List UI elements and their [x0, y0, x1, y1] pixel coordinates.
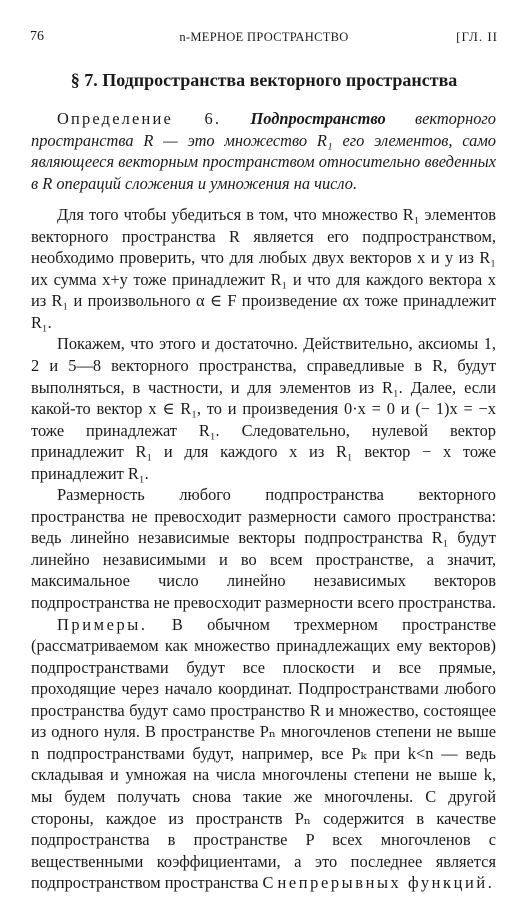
definition-paragraph: [31, 108, 496, 194]
definition-term: Подпространство: [250, 109, 386, 128]
definition-text: векторного пространства R — это множество R₁ его элементов, само являющееся векторным пространством относительно введенных в R операций сложения и умножения на число.: [31, 109, 496, 193]
running-head: [30, 27, 498, 47]
paragraph-dimension: Размерность любого подпространства векторного пространства не превосходит размерности самого пространства: ведь линейно независимые векторы подпространства R₁ будут линейно независимыми и во всем пространстве, а значит, максимальное число линейно независимых векторов подпространства не превосходит размерности всего пространства.: [31, 485, 496, 613]
paragraph-examples: [31, 614, 496, 894]
running-title: n-МЕРНОЕ ПРОСТРАНСТВО: [179, 30, 349, 44]
examples-ending: непрерывных функций.: [277, 873, 495, 893]
body-text: [31, 108, 496, 894]
chapter-label: [ГЛ. II: [456, 29, 498, 44]
paragraph-subspace-check: Для того чтобы убедиться в том, что множество R₁ элементов векторного пространства R является его подпространством, необходимо проверить, что для любых двух векторов x и y из R₁ их сумма x+y тоже принадлежит R₁ и что для каждого вектора x из R₁ и произвольного α ∈ F произведение αx тоже принадлежит R₁.: [31, 205, 496, 332]
page-number: 76: [30, 29, 44, 44]
section-heading: § 7. Подпространства векторного пространства: [70, 70, 458, 90]
definition-label: Определение 6.: [57, 109, 222, 128]
paragraph-sufficiency: Покажем, что этого и достаточно. Действительно, аксиомы 1, 2 и 5—8 векторного пространства, справедливые в R, будут выполняться, в частности, и для элементов из R₁. Далее, если какой-то вектор x ∈ R₁, то и произведения 0·x = 0 и (− 1)x = −x тоже принадлежат R₁. Следовательно, нулевой вектор принадлежит R₁ и для каждого x из R₁ вектор − x тоже принадлежит R₁.: [31, 334, 496, 483]
examples-label: Примеры.: [57, 614, 148, 634]
examples-text: В обычном трехмерном пространстве (рассматриваемом как множество принадлежащих ему векторов) подпространствами будут все плоскости и все прямые, проходящие через начало координат. Подпространствами любого пространства будут само пространство R и множество, состоящее из одного нуля. В пространстве Pₙ многочленов степени не выше n подпространствами будут, например, все Pₖ при k<n — ведь складывая и умножая на числа многочлены степени не выше k, мы будем получать снова такие же многочлены. С другой стороны, каждое из пространств Pₙ содержится в качестве подпространства в пространстве P всех многочленов с вещественными коэффициентами, а это последнее является подпространством пространства C: [31, 614, 496, 893]
